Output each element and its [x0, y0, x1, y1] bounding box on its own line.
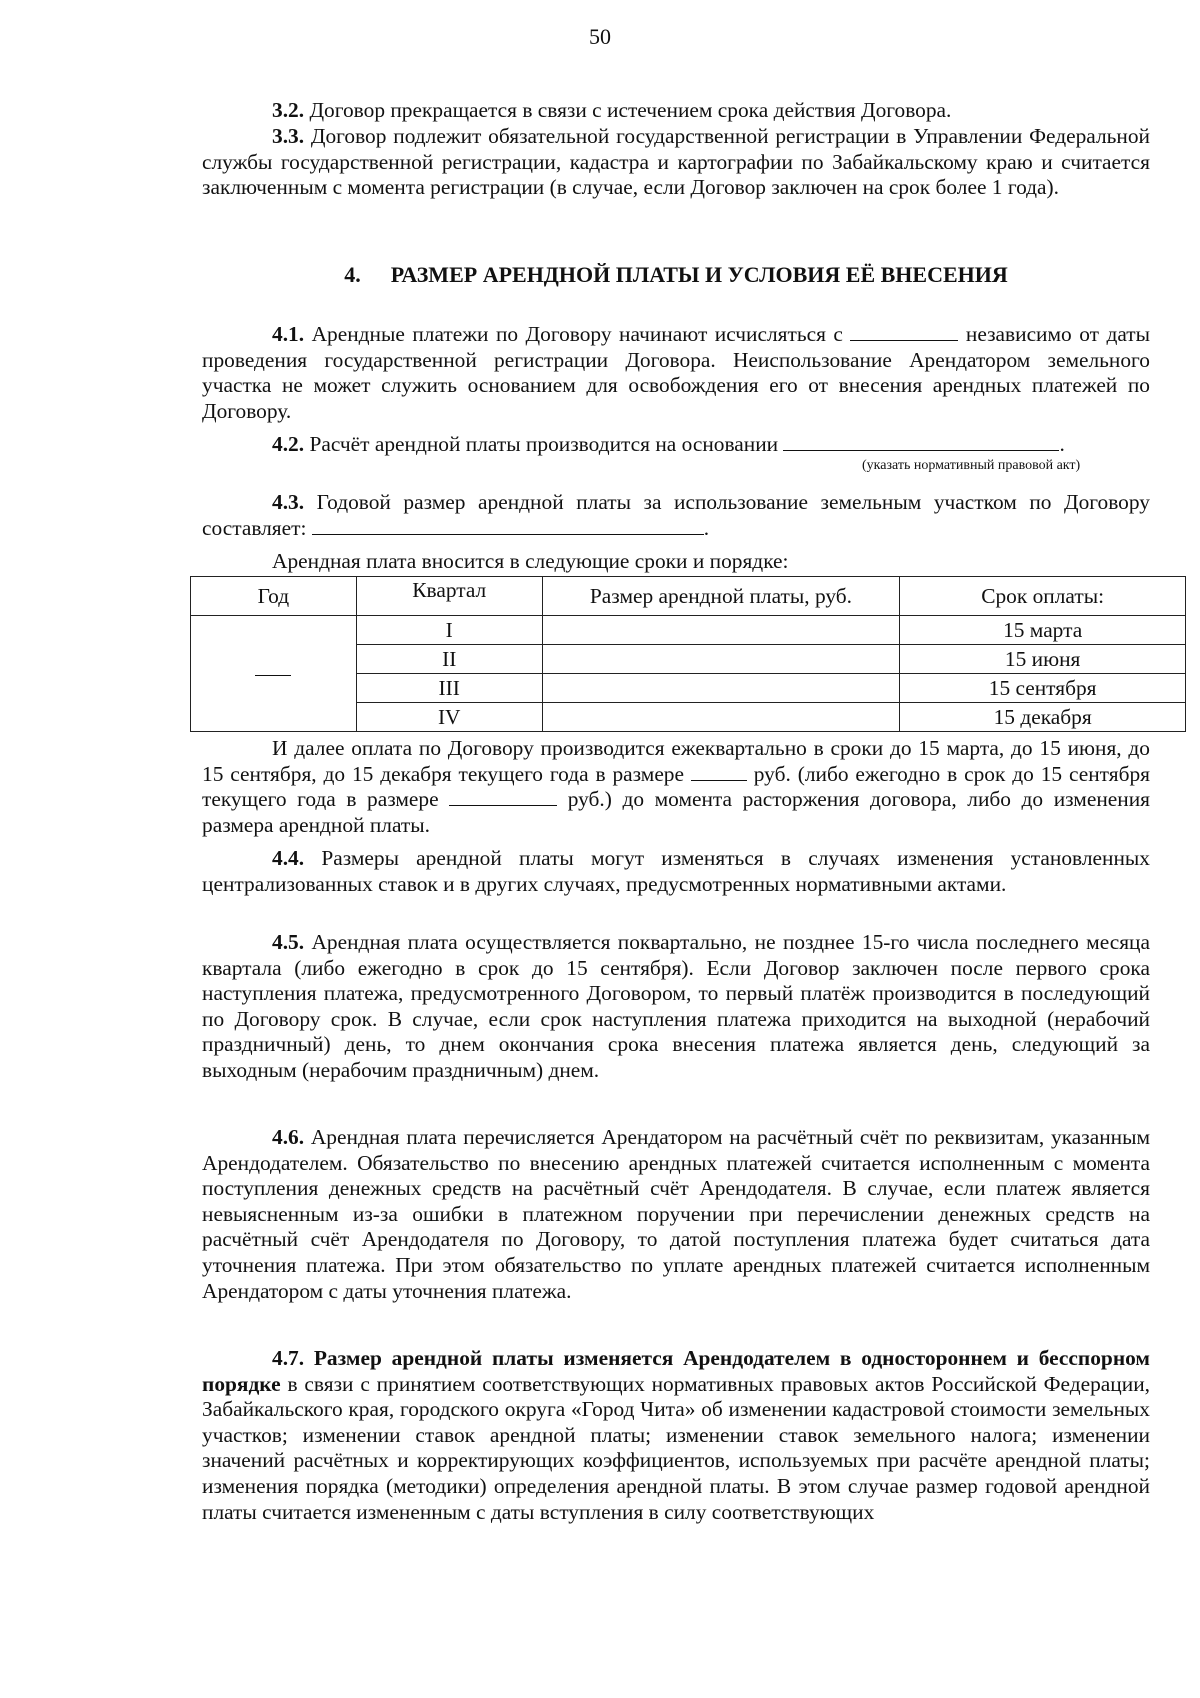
clause-3-2 [202, 98, 1150, 124]
section-heading [202, 262, 1150, 288]
clause-number: 4.5. [272, 930, 305, 954]
clause-4-1 [202, 322, 1150, 424]
table-header-row [191, 577, 1186, 616]
clause-number: 4.4. [272, 846, 305, 870]
clause-3-3 [202, 124, 1150, 201]
quarterly-amount-blank [691, 762, 747, 781]
clause-number: 4.1. [272, 322, 305, 346]
legal-act-hint: (указать нормативный правовой акт) [862, 458, 1081, 473]
section-title: РАЗМЕР АРЕНДНОЙ ПЛАТЫ И УСЛОВИЯ ЕЁ ВНЕСЕНИЯ [390, 262, 1008, 287]
clause-4-5 [202, 930, 1150, 1084]
amount-cell [542, 616, 900, 645]
clause-text: Арендная плата осуществляется поквартально, не позднее 15-го числа последнего месяца квартала (либо ежегодно в срок до 15 сентября). Если Договор заключен после первого срока наступления платежа, предусмотренного Договором, то первый платёж производится в последующий по Договору срок. В случае, если срок наступления платежа приходится на выходной (нерабочий праздничный) день, то днем окончания срока внесения платежа является день, следующий за выходным (нерабочим праздничным) днем. [202, 930, 1150, 1082]
clause-text: независимо от даты проведения государственной регистрации Договора. Неиспользование Арендатором земельного участка не может служить основанием для освобождения его от внесения арендных платежей по Договору. [202, 322, 1150, 423]
payment-terms-paragraph [202, 736, 1150, 838]
page-number: 50 [589, 24, 611, 49]
clause-text: в связи с принятием соответствующих нормативных правовых актов Российской Федерации, Забайкальского края, городского округа «Город Чита» об изменении кадастровой стоимости земельных участков; изменении ставок арендной платы; изменении ставок земельного налога; изменении значений расчётных и корректирующих коэффициентов, используемых при расчёте арендной платы; изменения порядка (методики) определения арендной платы. В этом случае размер годовой арендной платы считается измененным с даты вступления в силу соответствующих [202, 1371, 1150, 1524]
legal-act-blank [783, 432, 1059, 451]
section-number: 4. [344, 262, 361, 287]
year-dash [255, 675, 291, 676]
clause-text: Арендная плата перечисляется Арендатором на расчётный счёт по реквизитам, указанным Арендодателем. Обязательство по внесению арендных платежей считается исполненным с момента поступления денежных средств на расчётный счёт Арендодателя. В случае, если платеж является невыясненным из-за ошибки в платежном поручении при перечислении денежных средств на расчётный счёт Арендодателя по Договору, то датой поступления платежа будет считаться дата уточнения платежа. При этом обязательство по уплате арендных платежей считается исполненным Арендатором с даты уточнения платежа. [202, 1125, 1150, 1303]
due-cell: 15 декабря [900, 703, 1186, 732]
quarter-cell: II [356, 645, 542, 674]
clause-number: 4.3. [272, 490, 305, 514]
clause-text: Расчёт арендной платы производится на основании [304, 432, 784, 456]
clause-number: 4.2. [272, 432, 305, 456]
clause-text: Размеры арендной платы могут изменяться в случаях изменения установленных централизованных ставок и в других случаях, предусмотренных нормативными актами. [202, 846, 1150, 896]
clause-text: Годовой размер арендной платы за использование земельным участком по Договору составляет: [202, 490, 1150, 540]
header-amount: Размер арендной платы, руб. [542, 577, 900, 616]
paragraph-text: руб. (либо ежегодно в срок до 15 сентября текущего года в размере [202, 761, 1150, 812]
header-due-date: Срок оплаты: [900, 577, 1186, 616]
annual-rent-blank [312, 516, 704, 535]
payment-schedule-table [190, 576, 1186, 732]
clause-number: 4.7. [272, 1346, 305, 1370]
clause-text: Договор подлежит обязательной государственной регистрации в Управлении Федеральной службы государственной регистрации, кадастра и картографии по Забайкальскому краю и считается заключенным с момента регистрации (в случае, если Договор заключен на срок более 1 года). [202, 124, 1150, 200]
clause-number: 3.2. [272, 98, 305, 122]
clause-bold-text: Размер арендной платы изменяется Арендодателем в одностороннем и бесспорном порядке [202, 1346, 1150, 1396]
start-date-blank [850, 322, 958, 341]
paragraph-text: руб.) до момента расторжения договора, либо до изменения размера арендной платы. [202, 787, 1150, 837]
clause-text: Договор прекращается в связи с истечением срока действия Договора. [304, 98, 952, 122]
schedule-intro: Арендная плата вносится в следующие сроки и порядке: [272, 549, 789, 573]
clause-4-4 [202, 846, 1150, 897]
year-cell [191, 616, 357, 732]
due-cell: 15 сентября [900, 674, 1186, 703]
clause-number: 3.3. [272, 124, 305, 148]
quarter-cell: IV [356, 703, 542, 732]
table-row [191, 616, 1186, 645]
quarter-cell: I [356, 616, 542, 645]
quarter-cell: III [356, 674, 542, 703]
header-quarter: Квартал [356, 577, 542, 616]
amount-cell [542, 674, 900, 703]
clause-end: . [703, 515, 710, 540]
clause-4-3 [202, 490, 1150, 541]
clause-number: 4.6. [272, 1125, 305, 1149]
annual-amount-blank [449, 787, 557, 806]
amount-cell [542, 645, 900, 674]
clause-4-6 [202, 1125, 1150, 1304]
clause-end: . [1059, 432, 1065, 456]
due-cell: 15 марта [900, 616, 1186, 645]
clause-4-7 [202, 1346, 1150, 1525]
clause-4-2 [202, 432, 1150, 458]
paragraph-text: И далее оплата по Договору производится ежеквартально в сроки до 15 марта, до 15 июня, до 15 сентября, до 15 декабря текущего года в размере [202, 736, 1150, 786]
amount-cell [542, 703, 900, 732]
clause-text: Арендные платежи по Договору начинают исчисляться с [304, 322, 851, 346]
header-year: Год [191, 577, 357, 616]
due-cell: 15 июня [900, 645, 1186, 674]
